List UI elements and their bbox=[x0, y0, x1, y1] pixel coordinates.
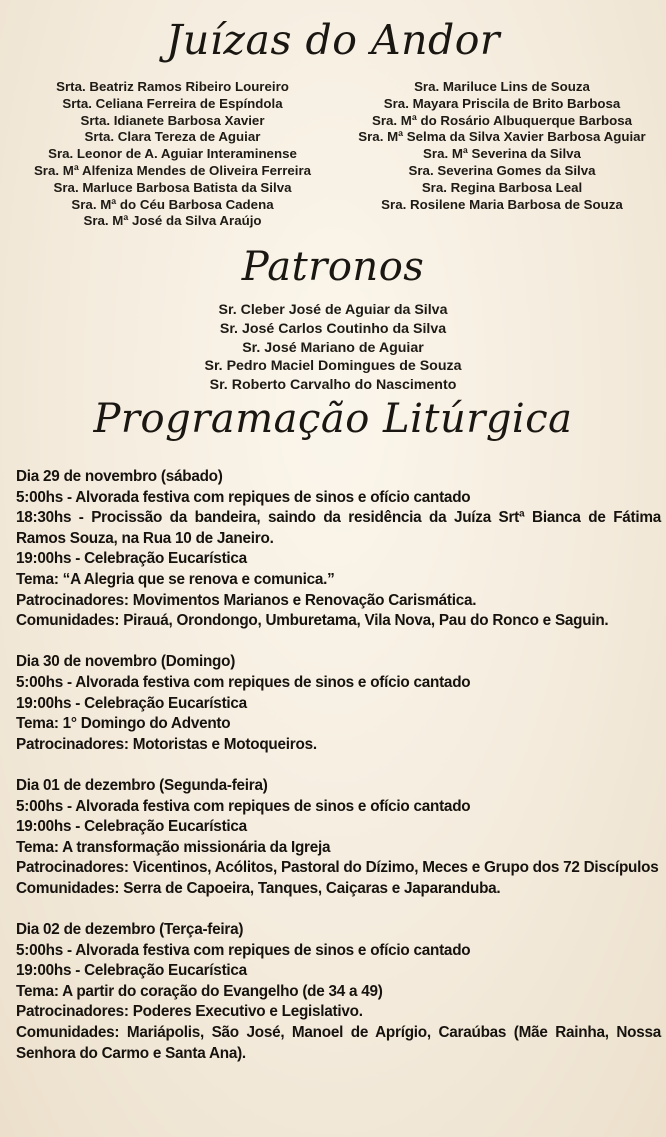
schedule-line: 19:00hs - Celebração Eucarística bbox=[16, 962, 247, 980]
day-heading: Dia 29 de novembro (sábado) bbox=[16, 468, 223, 485]
patrono-name: Sr. José Mariano de Aguiar bbox=[242, 339, 424, 356]
schedule-line: 19:00hs - Celebração Eucarística bbox=[16, 818, 247, 836]
juizas-left-column bbox=[0, 79, 345, 230]
patronos-list bbox=[0, 301, 666, 395]
juiza-name: Sra. Mª do Rosário Albuquerque Barbosa bbox=[371, 112, 633, 128]
juiza-name: Srta. Celiana Ferreira de Espíndola bbox=[62, 95, 283, 111]
patrono-name: Sr. Cleber José de Aguiar da Silva bbox=[218, 302, 448, 318]
schedule-line: 5:00hs - Alvorada festiva com repiques de sinos e ofício cantado bbox=[16, 797, 471, 815]
juiza-name: Sra. Marluce Barbosa Batista da Silva bbox=[53, 179, 292, 195]
schedule-line: Comunidades: Pirauá, Orondongo, Umburetama, Vila Nova, Pau do Ronco e Saguin. bbox=[16, 612, 609, 630]
schedule-line: Patrocinadores: Vicentinos, Acólitos, Pastoral do Dízimo, Meces e Grupo dos 72 Discípulos bbox=[16, 859, 659, 877]
programacao-title: Programação Litúrgica bbox=[93, 396, 573, 442]
juiza-name: Srta. Idianete Barbosa Xavier bbox=[80, 112, 265, 128]
juizas-right-column bbox=[338, 79, 666, 213]
juiza-name: Sra. Mª Severina da Silva bbox=[423, 146, 581, 162]
juiza-name: Sra. Mª do Céu Barbosa Cadena bbox=[71, 196, 274, 212]
juizas-title: Juízas do Andor bbox=[165, 16, 501, 64]
schedule-line: Patrocinadores: Motoristas e Motoqueiros. bbox=[16, 735, 317, 753]
juiza-name: Srta. Beatriz Ramos Ribeiro Loureiro bbox=[56, 79, 289, 94]
patrono-name: Sr. José Carlos Coutinho da Silva bbox=[219, 320, 447, 337]
schedule-line: 5:00hs - Alvorada festiva com repiques de sinos e ofício cantado bbox=[16, 941, 471, 959]
day-block bbox=[16, 920, 661, 1064]
day-block bbox=[16, 467, 661, 632]
day-heading: Dia 30 de novembro (Domingo) bbox=[16, 653, 236, 671]
juiza-name: Sra. Mariluce Lins de Souza bbox=[414, 79, 590, 94]
day-heading: Dia 01 de dezembro (Segunda-feira) bbox=[16, 776, 268, 794]
juiza-name: Sra. Mª Selma da Silva Xavier Barbosa Aguiar bbox=[358, 129, 646, 145]
juiza-name: Sra. Mª José da Silva Araújo bbox=[83, 213, 262, 229]
juiza-name: Sra. Regina Barbosa Leal bbox=[421, 179, 583, 195]
patronos-title: Patronos bbox=[241, 244, 425, 290]
schedule-line: 5:00hs - Alvorada festiva com repiques de sinos e ofício cantado bbox=[16, 673, 471, 691]
patrono-name: Sr. Pedro Maciel Domingues de Souza bbox=[204, 358, 462, 375]
juiza-name: Sra. Rosilene Maria Barbosa de Souza bbox=[381, 196, 623, 212]
schedule-line: Tema: A partir do coração do Evangelho (de 34 a 49) bbox=[16, 982, 383, 1000]
schedule-line: Tema: A transformação missionária da Igreja bbox=[16, 838, 331, 856]
juiza-name: Sra. Mª Alfeniza Mendes de Oliveira Ferreira bbox=[33, 162, 312, 178]
juiza-name: Sra. Severina Gomes da Silva bbox=[408, 162, 596, 178]
day-block bbox=[16, 776, 661, 900]
juiza-name: Sra. Mayara Priscila de Brito Barbosa bbox=[383, 95, 621, 111]
schedule-line: 18:30hs - Procissão da bandeira, saindo da residência da Juíza Srtª Bianca de Fátima Ramos Souza, na Rua 10 de Janeiro. bbox=[16, 509, 661, 547]
schedule-line: 19:00hs - Celebração Eucarística bbox=[16, 550, 247, 568]
schedule-line: Comunidades: Mariápolis, São José, Manoel de Aprígio, Caraúbas (Mãe Rainha, Nossa Senhora do Carmo e Santa Ana). bbox=[16, 1024, 661, 1062]
patrono-name: Sr. Roberto Carvalho do Nascimento bbox=[209, 377, 457, 394]
schedule-line: Patrocinadores: Movimentos Marianos e Renovação Carismática. bbox=[16, 591, 477, 609]
schedule-line: Tema: “A Alegria que se renova e comunica.” bbox=[16, 570, 335, 588]
schedule-line: Patrocinadores: Poderes Executivo e Legislativo. bbox=[16, 1003, 363, 1021]
juiza-name: Sra. Leonor de A. Aguiar Interaminense bbox=[48, 146, 297, 162]
programacao-schedule bbox=[16, 467, 661, 1085]
schedule-line: Comunidades: Serra de Capoeira, Tanques, Caiçaras e Japaranduba. bbox=[16, 879, 501, 897]
schedule-line: Tema: 1° Domingo do Advento bbox=[16, 715, 231, 733]
schedule-line: 19:00hs - Celebração Eucarística bbox=[16, 694, 247, 712]
schedule-line: 5:00hs - Alvorada festiva com repiques de sinos e ofício cantado bbox=[16, 488, 471, 506]
juiza-name: Srta. Clara Tereza de Aguiar bbox=[84, 129, 261, 145]
day-heading: Dia 02 de dezembro (Terça-feira) bbox=[16, 921, 244, 939]
day-block bbox=[16, 652, 661, 755]
